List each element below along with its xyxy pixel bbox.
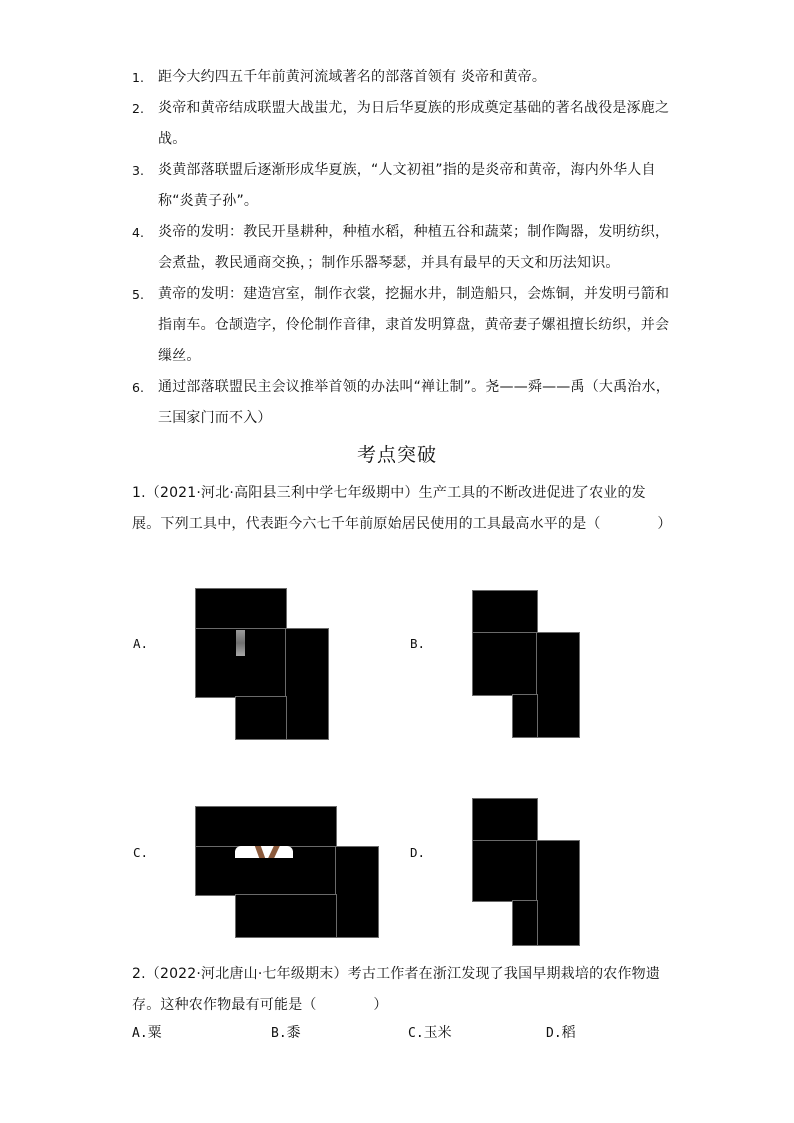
choice-a[interactable]: [132, 1022, 162, 1042]
image-block: [512, 694, 538, 738]
point-text: 炎帝的发明：教民开垦耕种，种植水稻，种植五谷和蔬菜；制作陶器，发明纺织，会煮盐，教民通商交换，；制作乐器琴瑟，并具有最早的天文和历法知识。: [158, 224, 670, 271]
section-title: 考点突破: [356, 444, 437, 466]
choice-label: 黍: [286, 1025, 301, 1041]
point-item: [132, 372, 672, 434]
image-block: [472, 632, 538, 696]
point-item: [132, 279, 672, 372]
image-block: [235, 894, 337, 938]
point-item: [132, 93, 672, 155]
point-number: 6.: [132, 380, 144, 395]
image-block: [472, 840, 538, 902]
choice-letter: D.: [546, 1026, 562, 1041]
image-block: [235, 696, 287, 740]
image-block: [285, 628, 329, 740]
point-text: 距今大约四五千年前黄河流域著名的部落首领有 炎帝和黄帝。: [158, 69, 547, 85]
key-points-list: [132, 62, 672, 434]
option-a-label[interactable]: A.: [133, 636, 149, 651]
option-b-label[interactable]: B.: [410, 636, 426, 651]
choice-b[interactable]: [271, 1022, 301, 1042]
point-number: 4.: [132, 225, 144, 240]
question-1-text: 1.（2021·河北·高阳县三利中学七年级期中）生产工具的不断改进促进了农业的发展。下列工具中，代表距今六七千年前原始居民使用的工具最高水平的是（ ）: [132, 485, 672, 532]
choice-label: 粟: [147, 1025, 162, 1041]
image-block: [195, 806, 337, 848]
image-block: [536, 632, 580, 738]
point-item: [132, 62, 672, 93]
choice-d[interactable]: [546, 1022, 576, 1042]
option-b-image[interactable]: [472, 590, 580, 738]
image-block: [472, 590, 538, 634]
point-number: 3.: [132, 163, 144, 178]
choice-label: 稻: [561, 1025, 576, 1041]
choice-c[interactable]: [408, 1022, 452, 1042]
point-text: 炎黄部落联盟后逐渐形成华夏族，“人文初祖”指的是炎帝和黄帝，海内外华人自称“炎黄子孙”。: [158, 162, 656, 209]
choice-letter: B.: [271, 1026, 287, 1041]
image-block: [512, 900, 538, 946]
image-block: [536, 840, 580, 946]
option-d-label[interactable]: D.: [410, 845, 426, 860]
image-block: [195, 588, 287, 630]
choice-letter: A.: [132, 1026, 148, 1041]
option-d-image[interactable]: [472, 798, 580, 946]
choice-letter: C.: [408, 1026, 424, 1041]
point-number: 2.: [132, 101, 144, 116]
bone-tool-icon: [235, 846, 293, 858]
point-text: 炎帝和黄帝结成联盟大战蚩尤，为日后华夏族的形成奠定基础的著名战役是涿鹿之战。: [158, 100, 670, 147]
image-block: [472, 798, 538, 842]
option-c-image[interactable]: [195, 806, 379, 938]
stone-tool-icon: [236, 630, 245, 656]
choice-label: 玉米: [423, 1025, 452, 1041]
image-block: [335, 846, 379, 938]
point-number: 1.: [132, 70, 144, 85]
point-text: 黄帝的发明：建造宫室，制作衣裳，挖掘水井，制造船只，会炼铜，并发明弓箭和指南车。仓颉造字，伶伦制作音律，隶首发明算盘，黄帝妻子嫘祖擅长纺织，并会缫丝。: [158, 286, 670, 364]
question-2-text: 2.（2022·河北唐山·七年级期末）考古工作者在浙江发现了我国早期栽培的农作物遗存。这种农作物最有可能是（ ）: [132, 966, 661, 1013]
point-item: [132, 155, 672, 217]
option-a-image[interactable]: [195, 588, 329, 740]
option-c-label[interactable]: C.: [133, 845, 149, 860]
point-number: 5.: [132, 287, 144, 302]
point-text: 通过部落联盟民主会议推举首领的办法叫“禅让制”。尧——舜——禹（大禹治水，三国家门而不入）: [158, 379, 670, 426]
point-item: [132, 217, 672, 279]
